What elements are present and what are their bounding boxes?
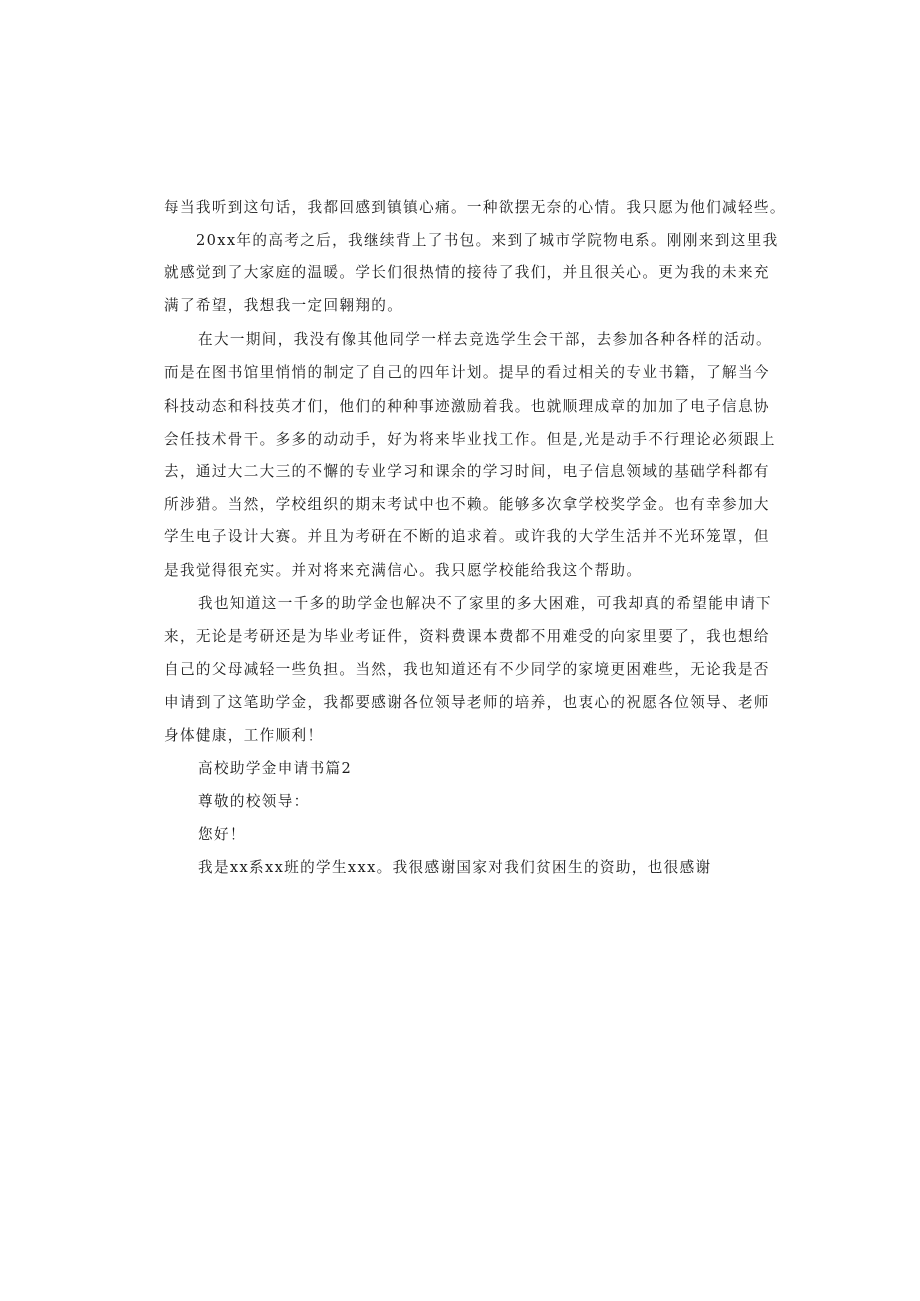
text-line: 会任技术骨干。多多的动动手，好为将来毕业找工作。但是,光是动手不行理论必须跟上 [164,431,776,448]
salutation: 尊敬的校领导： [198,793,310,810]
text-line: 是我觉得很充实。并对将来充满信心。我只愿学校能给我这个帮助。 [164,562,643,579]
text-line: 申请到了这笔助学金，我都要感谢各位领导老师的培养，也衷心的祝愿各位领导、老师 [164,694,770,711]
text-line: 来，无论是考研还是为毕业考证件，资料费课本费都不用难受的向家里要了，我也想给 [164,628,770,645]
text-line: 自己的父母减轻一些负担。当然，我也知道还有不少同学的家境更困难些，无论我是否 [164,661,770,678]
text-line: 我也知道这一千多的助学金也解决不了家里的多大困难，可我却真的希望能申请下 [198,595,772,612]
text-line: 科技动态和科技英才们，他们的种种事迹激励着我。也就顺理成章的加加了电子信息协 [164,398,770,415]
greeting: 您好！ [198,826,246,843]
text-line: 就感觉到了大家庭的温暖。学长们很热情的接待了我们，并且很关心。更为我的未来充 [164,264,770,281]
text-line: 我是xx系xx班的学生xxx。我很感谢国家对我们贫困生的资助，也很感谢 [198,859,712,876]
section-heading: 高校助学金申请书篇2 [198,760,353,777]
text-line: 身体健康，工作顺利！ [164,727,324,744]
text-line: 满了希望，我想我一定回翱翔的。 [164,297,404,314]
text-line: 而是在图书馆里悄悄的制定了自己的四年计划。提早的看过相关的专业书籍，了解当今 [164,364,770,381]
text-line: 每当我听到这句话，我都回感到镇镇心痛。一种欲摆无奈的心情。我只愿为他们减轻些。 [164,199,786,216]
text-line: 学生电子设计大赛。并且为考研在不断的追求着。或许我的大学生活并不光环笼罩，但 [164,528,770,545]
text-line: 所涉猎。当然，学校组织的期末考试中也不赖。能够多次拿学校奖学金。也有幸参加大 [164,496,770,513]
text-line: 20xx年的高考之后，我继续背上了书包。来到了城市学院物电系。刚刚来到这里我 [196,232,779,249]
text-line: 在大一期间，我没有像其他同学一样去竞选学生会干部，去参加各种各样的活动。 [198,331,772,348]
text-line: 去，通过大二大三的不懈的专业学习和课余的学习时间，电子信息领域的基础学科都有 [164,463,770,480]
